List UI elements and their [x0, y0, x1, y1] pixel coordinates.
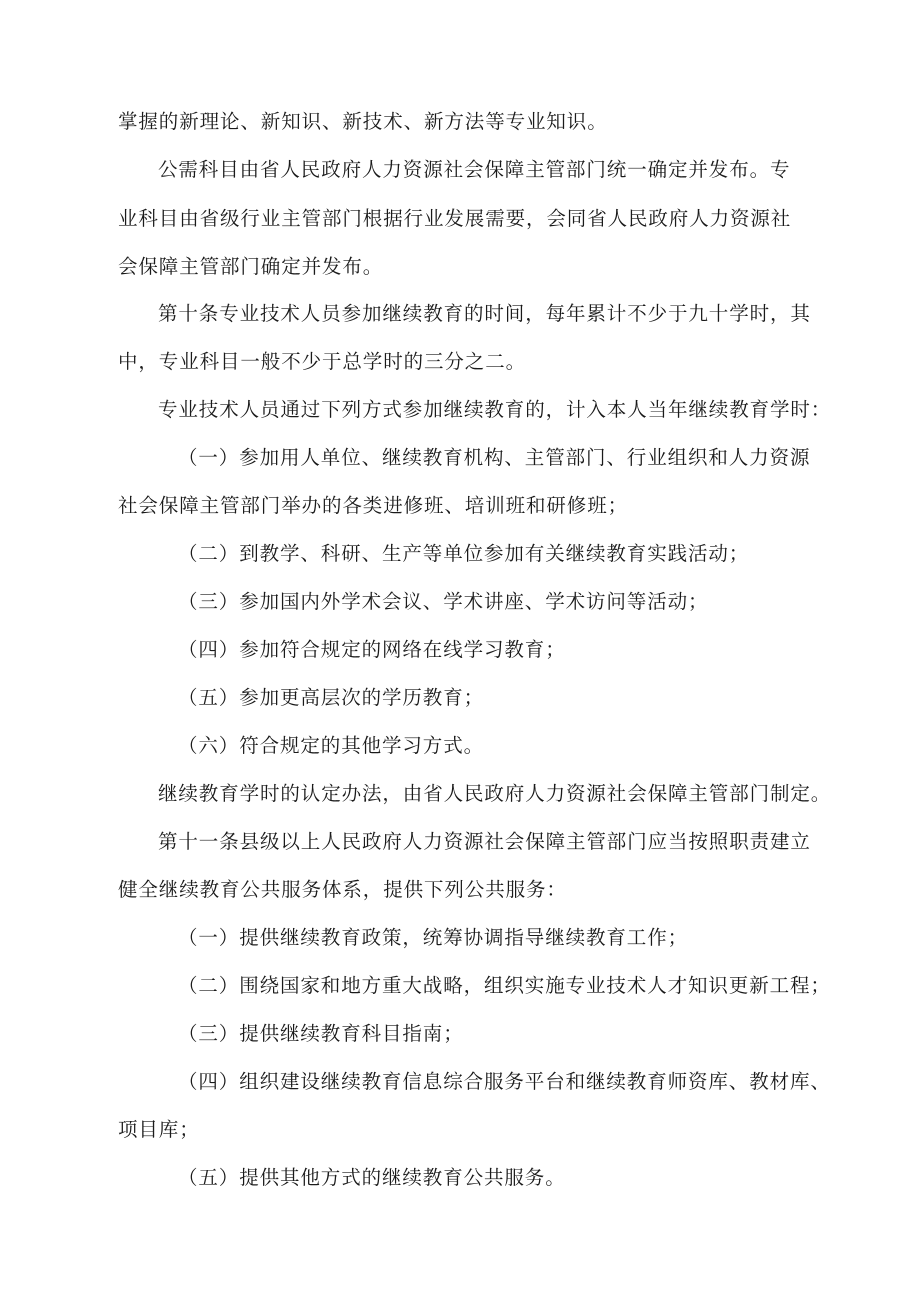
text-line: 社会保障主管部门举办的各类进修班、培训班和研修班； — [118, 494, 629, 517]
text-line: 业科目由省级行业主管部门根据行业发展需要，会同省人民政府人力资源社 — [118, 207, 792, 230]
text-line: 专业技术人员通过下列方式参加继续教育的，计入本人当年继续教育学时： — [158, 398, 832, 421]
text-line: （六）符合规定的其他学习方式。 — [178, 734, 485, 757]
text-line: （四）参加符合规定的网络在线学习教育； — [178, 638, 566, 661]
text-line: 掌握的新理论、新知识、新技术、新方法等专业知识。 — [118, 110, 608, 133]
text-line: 第十一条县级以上人民政府人力资源社会保障主管部门应当按照职责建立 — [158, 830, 811, 853]
text-line: （四）组织建设继续教育信息综合服务平台和继续教育师资库、教材库、 — [178, 1070, 831, 1093]
text-line: 继续教育学时的认定办法，由省人民政府人力资源社会保障主管部门制定。 — [158, 782, 832, 805]
text-line: （三）参加国内外学术会议、学术讲座、学术访问等活动； — [178, 590, 709, 613]
text-line: 第十条专业技术人员参加继续教育的时间，每年累计不少于九十学时，其 — [158, 302, 811, 325]
text-line: （五）提供其他方式的继续教育公共服务。 — [178, 1166, 566, 1189]
text-line: （二）到教学、科研、生产等单位参加有关继续教育实践活动； — [178, 542, 750, 565]
text-line: 公需科目由省人民政府人力资源社会保障主管部门统一确定并发布。专 — [158, 158, 791, 181]
text-line: 健全继续教育公共服务体系，提供下列公共服务： — [118, 878, 567, 901]
text-line: 会保障主管部门确定并发布。 — [118, 255, 384, 278]
text-line: 项目库； — [118, 1118, 200, 1141]
text-line: （三）提供继续教育科目指南； — [178, 1022, 464, 1045]
text-line: （一）参加用人单位、继续教育机构、主管部门、行业组织和人力资源 — [178, 446, 811, 469]
text-line: （二）围绕国家和地方重大战略，组织实施专业技术人才知识更新工程； — [178, 974, 831, 997]
text-line: （五）参加更高层次的学历教育； — [178, 686, 485, 709]
text-line: （一）提供继续教育政策，统筹协调指导继续教育工作； — [178, 926, 689, 949]
text-line: 中，专业科目一般不少于总学时的三分之二。 — [118, 350, 527, 373]
